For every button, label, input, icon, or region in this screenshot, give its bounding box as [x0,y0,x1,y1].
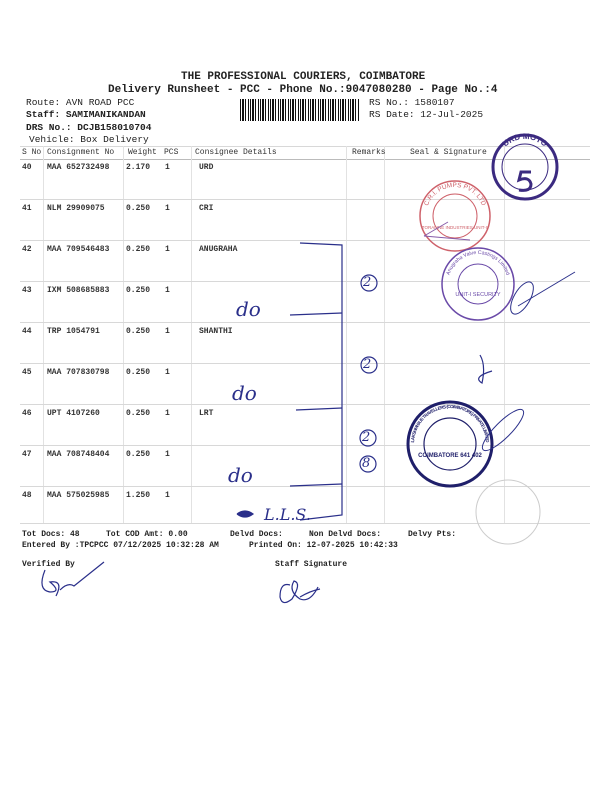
cell-consignment: UPT 4107260 [47,409,100,418]
company-name: THE PROFESSIONAL COURIERS, COIMBATORE [181,71,426,83]
col-consignee: Consignee Details [195,148,277,157]
remark-mark: 8 [362,456,371,471]
cell-pcs: 1 [165,491,170,500]
cell-pcs: 1 [165,450,170,459]
cell-weight: 1.250 [126,491,151,500]
cell-consignment: MAA 707830798 [47,368,110,377]
drs-no: DRS No.: DCJB158010704 [26,122,152,133]
cri-stamp [420,181,490,251]
remark-mark: 2 [363,275,372,290]
tot-cod-amt: Tot COD Amt: 0.00 [106,530,188,539]
svg-text:TORALINE INDUSTRIES UNIT-II: TORALINE INDUSTRIES UNIT-II [421,225,489,230]
col-consignment: Consignment No [47,148,115,157]
cell-sno: 45 [22,368,32,377]
cell-consignment: MAA 652732498 [47,163,110,172]
staff-signature [280,581,320,603]
cell-consignee: URD [199,163,214,172]
staff: Staff: SAMIMANIKANDAN [26,109,146,120]
cell-weight: 0.250 [126,286,151,295]
urd-stamp [493,132,557,199]
cell-pcs: 1 [165,368,170,377]
tot-docs: Tot Docs: 48 [22,530,80,539]
col-remarks: Remarks [352,148,386,157]
ditto-mark: do [232,381,257,405]
cell-weight: 0.250 [126,368,151,377]
cell-pcs: 1 [165,409,170,418]
cell-weight: 2.170 [126,163,151,172]
svg-text:COIMBATORE 641 402: COIMBATORE 641 402 [418,453,482,459]
col-weight: Weight [128,148,157,157]
cell-consignment: MAA 709546483 [47,245,110,254]
staff-signature-label: Staff Signature [275,560,348,569]
cell-pcs: 1 [165,327,170,336]
anugraha-stamp [442,248,575,320]
runsheet-title: Delivery Runsheet - PCC - Phone No.:9047080280 - Page No.:4 [108,84,498,96]
cell-sno: 41 [22,204,32,213]
vehicle: Vehicle: Box Delivery [29,134,149,145]
delvy-pts: Delvy Pts: [408,530,457,539]
cell-consignee: ANUGRAHA [199,245,238,254]
rs-no: RS No.: 1580107 [369,97,455,108]
lakshmi-stamp [408,402,540,544]
cell-weight: 0.250 [126,204,151,213]
cell-sno: 47 [22,450,32,459]
verified-by-label: Verified By [22,560,75,569]
svg-text:Anugraha Valve Castings Limite: Anugraha Valve Castings Limited [445,249,511,276]
entered-by: Entered By :TPCPCC 07/12/2025 10:32:28 AM [22,541,219,550]
col-pcs: PCS [164,148,179,157]
cell-consignee: LRT [199,409,214,418]
stamp-numeral [519,172,531,190]
printed-on: Printed On: 12-07-2025 10:42:33 [249,541,398,550]
cell-pcs: 1 [165,163,170,172]
cell-sno: 48 [22,491,32,500]
svg-text:C.R.I. PUMPS PVT. LTD: C.R.I. PUMPS PVT. LTD [423,181,487,207]
cell-consignment: TRP 1054791 [47,327,100,336]
route: Route: AVN ROAD PCC [26,97,135,108]
cell-pcs: 1 [165,204,170,213]
cell-consignment: MAA 575025985 [47,491,110,500]
col-sno: S No [22,148,42,157]
non-delvd-docs: Non Delvd Docs: [309,530,382,539]
cell-sno: 44 [22,327,32,336]
bracket-line [300,243,342,520]
rs-date: RS Date: 12-Jul-2025 [369,109,484,120]
cell-consignee: CRI [199,204,214,213]
delvd-docs: Delvd Docs: [230,530,283,539]
remark-mark: 2 [363,357,372,372]
cell-weight: 0.250 [126,450,151,459]
cell-pcs: 1 [165,286,170,295]
svg-text:UNIT-I SECURITY: UNIT-I SECURITY [455,292,501,298]
cell-pcs: 1 [165,245,170,254]
cell-weight: 0.250 [126,245,151,254]
cell-consignment: NLM 29909075 [47,204,105,213]
cell-weight: 0.250 [126,409,151,418]
cell-sno: 42 [22,245,32,254]
ditto-mark: do [236,297,261,321]
cell-sno: 46 [22,409,32,418]
remark-mark: 2 [362,430,371,445]
cell-consignment: IXM 508685883 [47,286,110,295]
cell-sno: 43 [22,286,32,295]
ditto-mark: do [228,463,253,487]
svg-text:LAKSHMI BUS TRAVELLERS (COIMBA: LAKSHMI BUS TRAVELLERS (COIMBATORE) PRIVATE LIMITED [410,403,490,443]
lls-initials: L.L.S. [264,505,311,524]
cell-consignee: SHANTHI [199,327,233,336]
svg-text:URD MOTO: URD MOTO [500,131,550,149]
cell-sno: 40 [22,163,32,172]
cell-weight: 0.250 [126,327,151,336]
cell-consignment: MAA 708748404 [47,450,110,459]
col-seal: Seal & Signature [410,148,487,157]
